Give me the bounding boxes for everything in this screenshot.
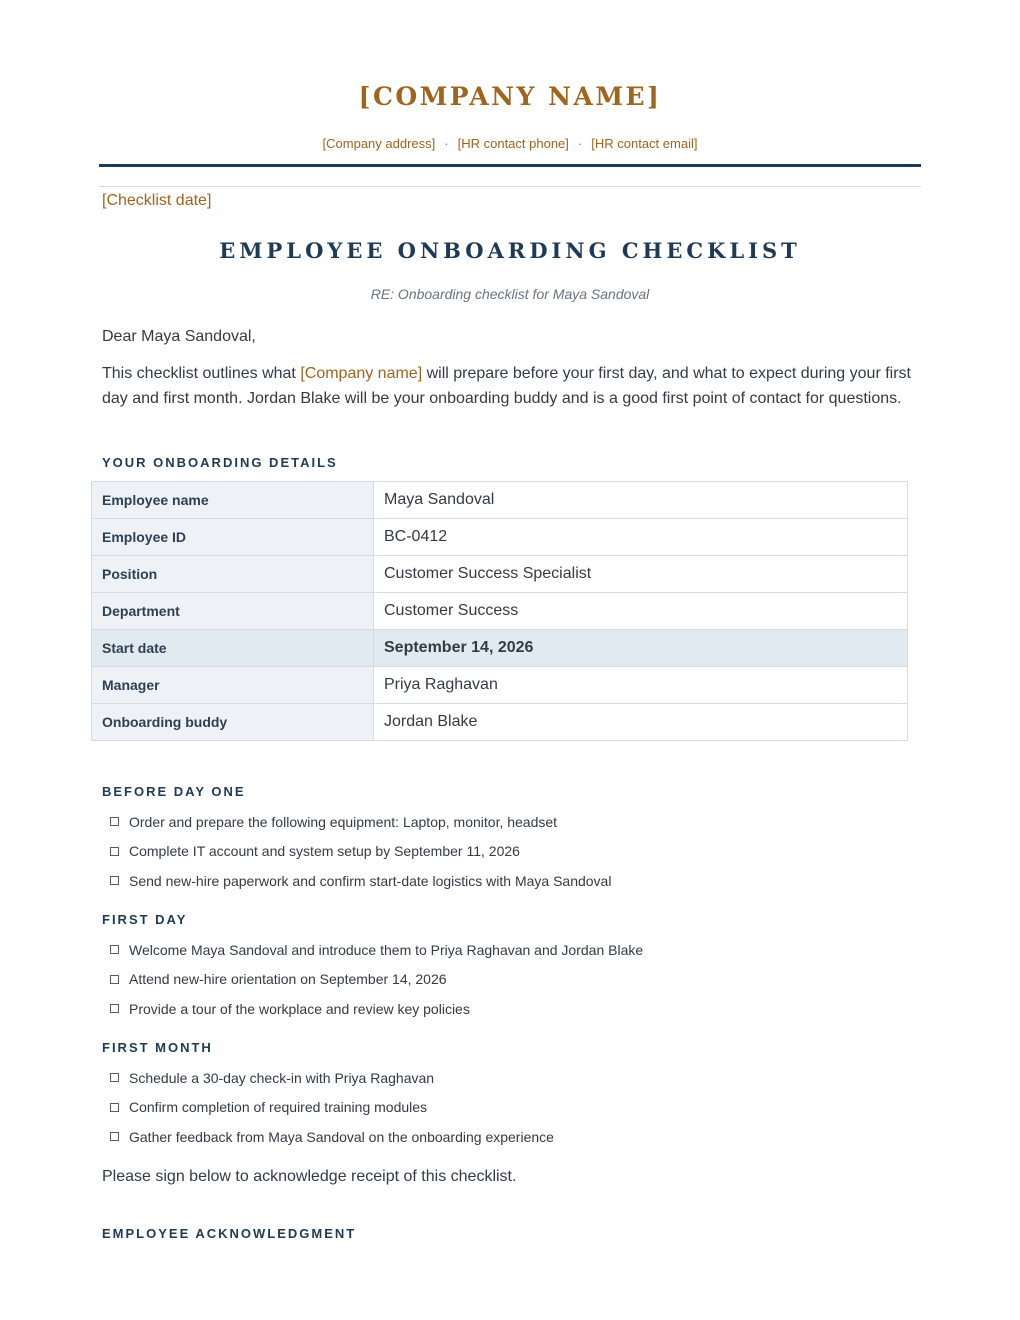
checkbox-icon[interactable] bbox=[110, 1103, 119, 1112]
detail-label: Start date bbox=[92, 630, 374, 667]
list-item-text: Attend new-hire orientation on September 14, 2026 bbox=[129, 971, 447, 988]
checkbox-icon[interactable] bbox=[110, 1132, 119, 1141]
company-contact-line bbox=[0, 136, 1020, 151]
company-name: [COMPANY NAME] bbox=[358, 82, 662, 111]
hr-contact-email: [HR contact email] bbox=[591, 136, 698, 151]
checklist-date: [Checklist date] bbox=[102, 192, 212, 209]
contact-separator: · bbox=[444, 136, 449, 151]
list-item bbox=[110, 1093, 554, 1123]
checkbox-icon[interactable] bbox=[110, 975, 119, 984]
list-item-text: Provide a tour of the workplace and review key policies bbox=[129, 1000, 470, 1017]
list-item bbox=[110, 1063, 554, 1093]
detail-label: Position bbox=[92, 556, 374, 593]
list-item-text: Complete IT account and system setup by September 11, 2026 bbox=[129, 843, 520, 860]
document-title: EMPLOYEE ONBOARDING CHECKLIST bbox=[219, 238, 801, 263]
detail-label: Employee ID bbox=[92, 519, 374, 556]
re-line: RE: Onboarding checklist for Maya Sandoval bbox=[370, 286, 650, 302]
intro-paragraph bbox=[102, 362, 912, 411]
company-address: [Company address] bbox=[322, 136, 436, 151]
section-heading-first-day: FIRST DAY bbox=[102, 912, 188, 927]
checkbox-icon[interactable] bbox=[110, 817, 119, 826]
detail-value: BC-0412 bbox=[374, 519, 908, 556]
list-item bbox=[110, 994, 643, 1024]
onboarding-details-table bbox=[91, 481, 908, 741]
checkbox-icon[interactable] bbox=[110, 876, 119, 885]
list-item-text: Schedule a 30-day check-in with Priya Raghavan bbox=[129, 1069, 435, 1086]
detail-label: Onboarding buddy bbox=[92, 704, 374, 741]
table-row bbox=[92, 667, 908, 704]
list-item bbox=[110, 1122, 554, 1152]
sign-instruction: Please sign below to acknowledge receipt of this checklist. bbox=[102, 1168, 517, 1185]
section-heading-first-month: FIRST MONTH bbox=[102, 1040, 213, 1055]
header-divider-thin bbox=[99, 186, 921, 187]
details-heading: YOUR ONBOARDING DETAILS bbox=[102, 455, 338, 470]
checkbox-icon[interactable] bbox=[110, 945, 119, 954]
table-row bbox=[92, 556, 908, 593]
checklist-before-day-one bbox=[110, 807, 611, 896]
contact-separator: · bbox=[577, 136, 583, 151]
greeting: Dear Maya Sandoval, bbox=[102, 328, 256, 345]
list-item bbox=[110, 935, 643, 965]
checklist-first-day bbox=[110, 935, 643, 1024]
list-item-text: Send new-hire paperwork and confirm start-date logistics with Maya Sandoval bbox=[129, 872, 612, 889]
list-item-text: Gather feedback from Maya Sandoval on the onboarding experience bbox=[129, 1128, 554, 1145]
company-name-placeholder: [Company name] bbox=[300, 365, 423, 382]
list-item-text: Confirm completion of required training modules bbox=[129, 1099, 428, 1116]
detail-value: September 14, 2026 bbox=[374, 630, 908, 667]
intro-text: This checklist outlines what bbox=[102, 365, 301, 382]
table-row bbox=[92, 704, 908, 741]
list-item bbox=[110, 965, 643, 995]
table-row bbox=[92, 519, 908, 556]
list-item bbox=[110, 837, 611, 867]
list-item bbox=[110, 807, 611, 837]
detail-value: Maya Sandoval bbox=[374, 482, 908, 519]
intro-text: will prepare before your first day, and what to expect during your first day and first month. Jordan Blake will be your onboarding buddy and is a good first point of contact for questions. bbox=[102, 365, 911, 407]
detail-value: Customer Success Specialist bbox=[374, 556, 908, 593]
table-row bbox=[92, 593, 908, 630]
detail-value: Customer Success bbox=[374, 593, 908, 630]
section-heading-before-day-one: BEFORE DAY ONE bbox=[102, 784, 246, 799]
detail-value: Priya Raghavan bbox=[374, 667, 908, 704]
table-row bbox=[92, 482, 908, 519]
detail-label: Manager bbox=[92, 667, 374, 704]
detail-label: Employee name bbox=[92, 482, 374, 519]
detail-value: Jordan Blake bbox=[374, 704, 908, 741]
hr-contact-phone: [HR contact phone] bbox=[457, 136, 569, 151]
checkbox-icon[interactable] bbox=[110, 1004, 119, 1013]
list-item bbox=[110, 866, 611, 896]
list-item-text: Welcome Maya Sandoval and introduce them to Priya Raghavan and Jordan Blake bbox=[129, 941, 644, 958]
detail-label: Department bbox=[92, 593, 374, 630]
checkbox-icon[interactable] bbox=[110, 1073, 119, 1082]
table-row-highlighted bbox=[92, 630, 908, 667]
checklist-first-month bbox=[110, 1063, 554, 1152]
acknowledgment-heading: EMPLOYEE ACKNOWLEDGMENT bbox=[102, 1226, 357, 1241]
list-item-text: Order and prepare the following equipment: Laptop, monitor, headset bbox=[129, 813, 558, 830]
checkbox-icon[interactable] bbox=[110, 847, 119, 856]
header-divider-thick bbox=[99, 164, 921, 167]
